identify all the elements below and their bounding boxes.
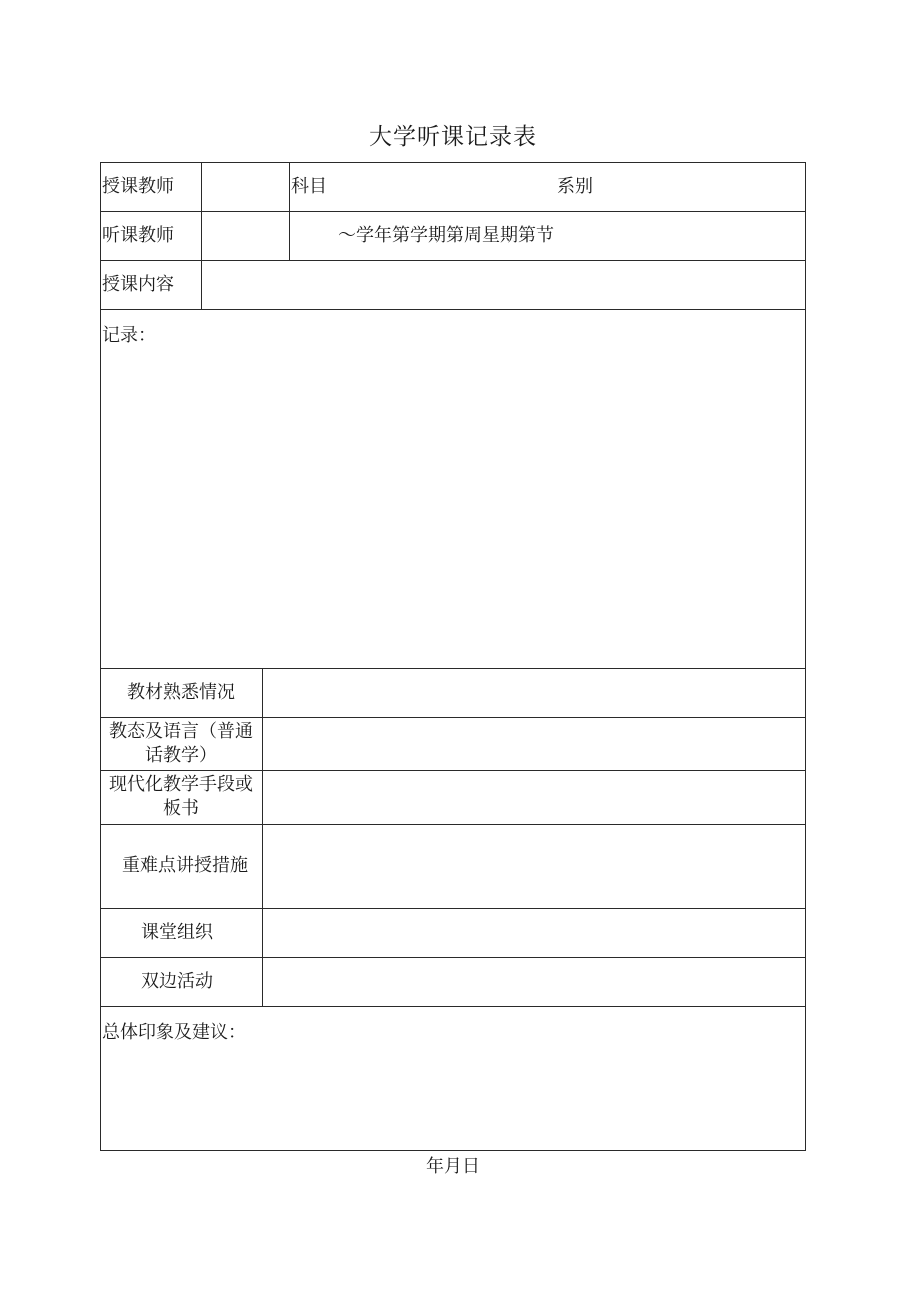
date-line: 年月日 [426, 1156, 480, 1177]
evaluation-label: 教材熟悉情况 [127, 682, 235, 703]
row-divider [100, 309, 806, 310]
evaluation-label: 双边活动 [141, 971, 213, 992]
row-divider [100, 260, 806, 261]
subject-label: 科目 [291, 176, 327, 197]
row-divider [100, 717, 806, 718]
row-divider [100, 957, 806, 958]
lecturer-label: 授课教师 [102, 176, 174, 197]
row-divider [100, 824, 806, 825]
evaluation-label: 现代化教学手段或 板书 [109, 774, 253, 819]
row-divider [100, 1006, 806, 1007]
record-label: 记录： [102, 325, 156, 346]
column-divider [201, 162, 202, 309]
department-label: 系别 [557, 176, 593, 197]
term-text: ～学年第学期第周星期第节 [338, 225, 554, 246]
evaluation-label: 教态及语言（普通 话教学） [109, 721, 253, 766]
form-table [100, 162, 806, 1151]
row-divider [100, 668, 806, 669]
observer-label: 听课教师 [102, 225, 174, 246]
column-divider [289, 162, 290, 260]
content-label: 授课内容 [102, 274, 174, 295]
evaluation-label: 重难点讲授措施 [122, 855, 248, 876]
column-divider [262, 668, 263, 1006]
row-divider [100, 908, 806, 909]
form-title: 大学听课记录表 [369, 124, 537, 150]
row-divider [100, 211, 806, 212]
row-divider [100, 770, 806, 771]
evaluation-label: 课堂组织 [141, 922, 213, 943]
summary-label: 总体印象及建议： [102, 1022, 246, 1043]
